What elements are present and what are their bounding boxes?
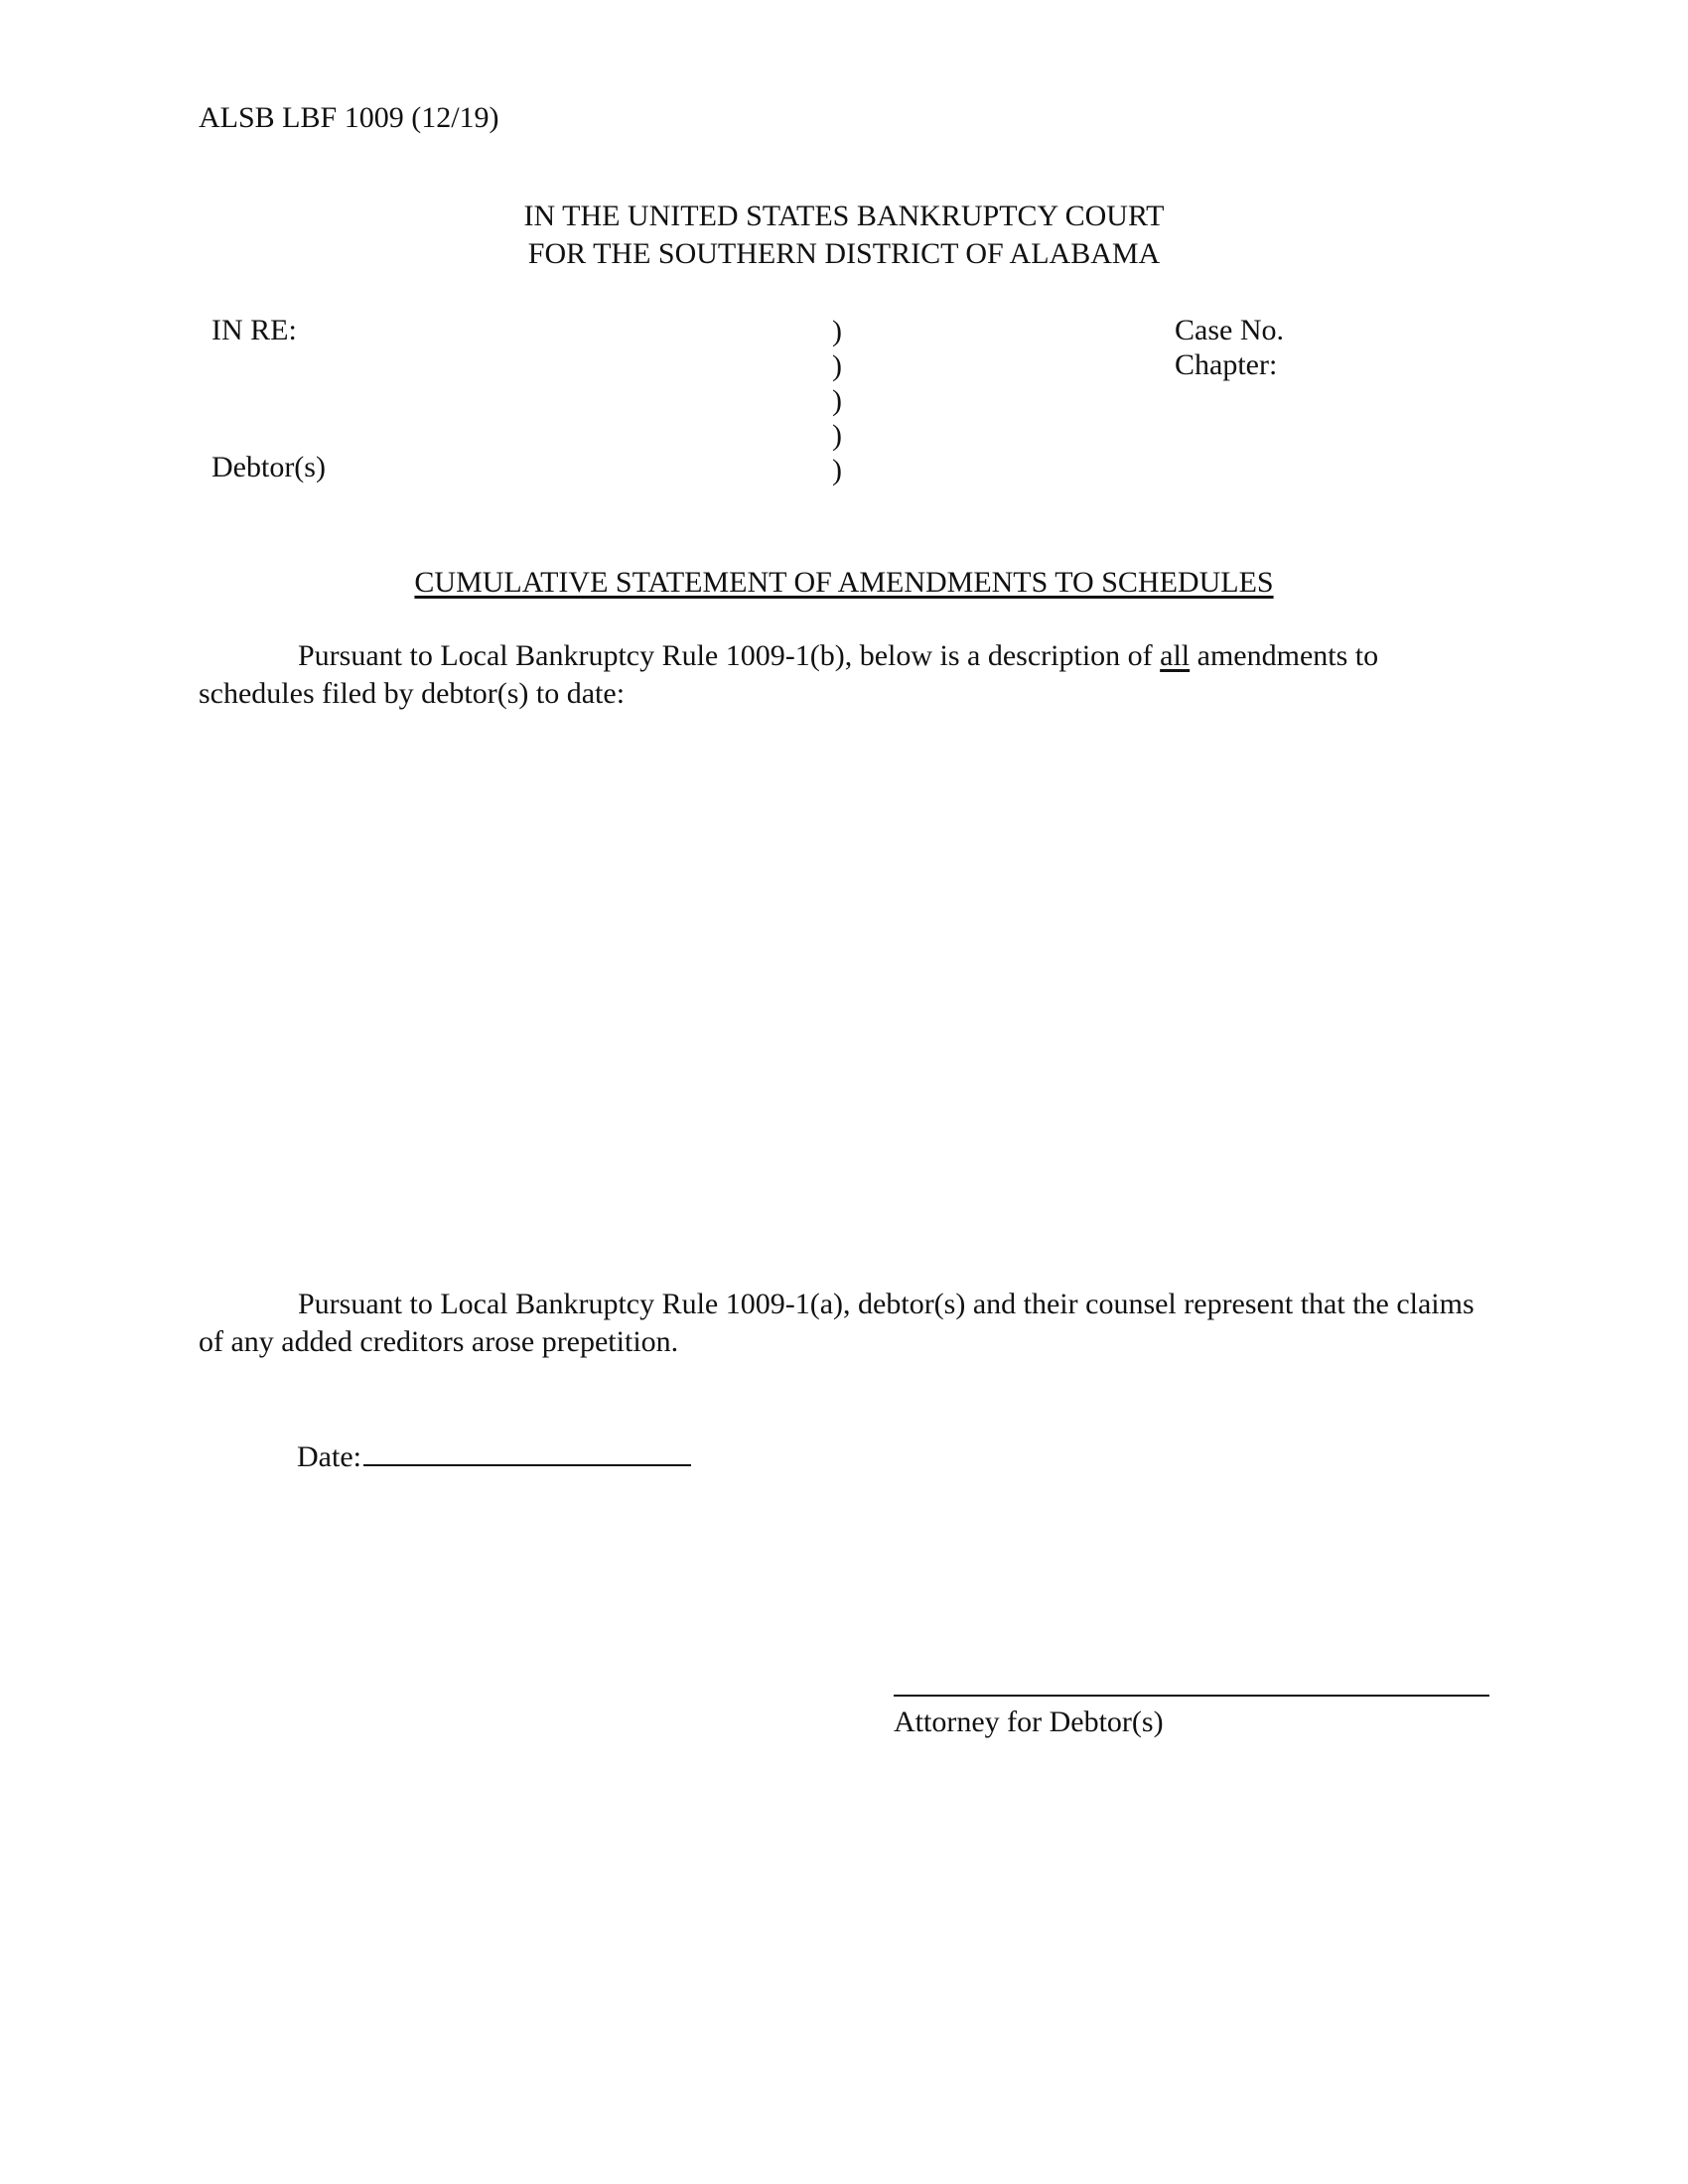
caption-paren: ) (832, 454, 842, 486)
creditors-paragraph (199, 1286, 1479, 1361)
date-field[interactable] (297, 1436, 691, 1475)
court-name-line-2: FOR THE SOUTHERN DISTRICT OF ALABAMA (527, 237, 1161, 270)
caption-paren: ) (832, 349, 842, 382)
chapter-label: Chapter: (1175, 348, 1278, 381)
amendments-paragraph-emphasis: all (1160, 639, 1191, 672)
caption-paren: ) (832, 315, 842, 347)
caption-paren: ) (832, 419, 842, 452)
date-blank-line[interactable] (363, 1436, 691, 1466)
caption-paren: ) (832, 384, 842, 417)
amendments-paragraph-before: Pursuant to Local Bankruptcy Rule 1009-1(b), below is a description of (298, 639, 1161, 672)
amendments-paragraph-after: amendments to schedules filed by debtor(s) to date: (199, 639, 1379, 710)
case-no-label: Case No. (1175, 314, 1284, 346)
document-title-text: CUMULATIVE STATEMENT OF AMENDMENTS TO SCHEDULES (414, 566, 1274, 599)
signature-label: Attorney for Debtor(s) (894, 1706, 1164, 1738)
court-name-line-1: IN THE UNITED STATES BANKRUPTCY COURT (523, 200, 1165, 232)
date-label: Date: (297, 1440, 361, 1473)
creditors-paragraph-text: Pursuant to Local Bankruptcy Rule 1009-1(a), debtor(s) and their counsel represent that the claims of any added creditors arose prepetition. (199, 1288, 1475, 1358)
form-id: ALSB LBF 1009 (12/19) (199, 101, 499, 134)
signature-line[interactable] (894, 1695, 1489, 1697)
debtor-label: Debtor(s) (211, 451, 326, 483)
in-re-label: IN RE: (211, 314, 297, 346)
document-title (0, 565, 1688, 601)
amendments-paragraph (199, 637, 1479, 713)
caption-parentheses (832, 314, 842, 487)
